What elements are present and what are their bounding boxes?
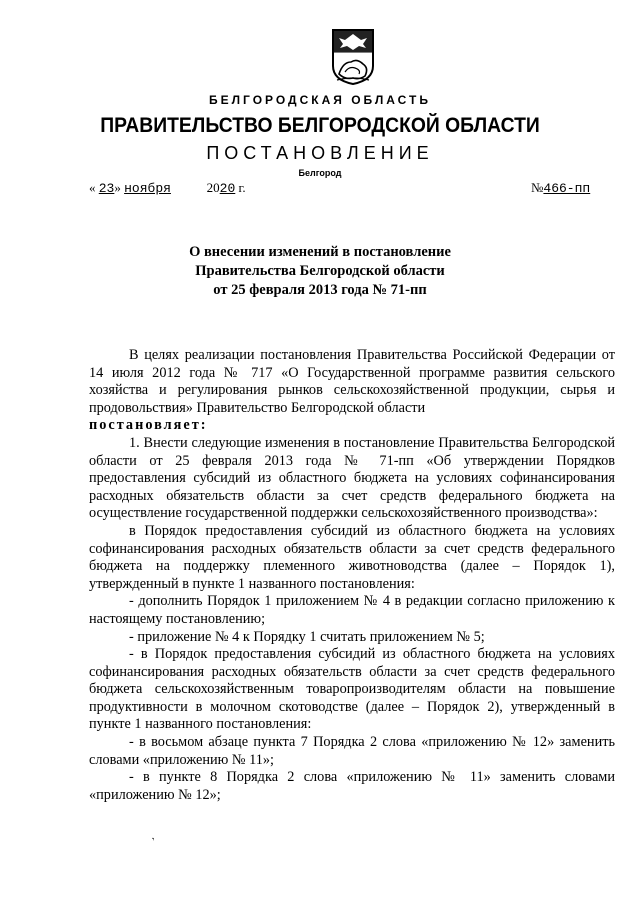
body-paragraph-1: В целях реализации постановления Правительства Российской Федерации от 14 июля 2012 года № 717 «О Государственной программе развития сельского хозяйства и регулирования рынков сельскохозяйственной продукции, сырья и продовольствия» Правительство Белгородской области bbox=[89, 347, 615, 416]
coat-of-arms-icon bbox=[331, 28, 375, 86]
decree-date bbox=[89, 180, 246, 196]
document-body bbox=[89, 347, 615, 804]
decree-number bbox=[531, 180, 590, 196]
body-paragraph-4: - дополнить Порядок 1 приложением № 4 в редакции согласно приложению к настоящему постановлению; bbox=[89, 593, 615, 627]
date-year-abbr: г. bbox=[238, 180, 246, 195]
document-type-heading: ПОСТАНОВЛЕНИЕ bbox=[206, 143, 434, 163]
date-year-prefix: 20 bbox=[206, 180, 220, 195]
body-paragraph-3: в Порядок предоставления субсидий из областного бюджета на условиях софинансирования расходных обязательств области за счет средств федерального бюджета на поддержку племенного животноводства (далее – Порядок 1), утвержденный в пункте 1 названного постановления: bbox=[89, 522, 615, 592]
government-heading: ПРАВИТЕЛЬСТВО БЕЛГОРОДСКОЙ ОБЛАСТИ bbox=[100, 114, 540, 137]
stray-pen-mark: ʼ bbox=[150, 835, 159, 848]
date-day: 23 bbox=[98, 181, 115, 196]
resolves-label: постановляет: bbox=[89, 417, 208, 434]
body-paragraph-8: - в пункте 8 Порядка 2 слова «приложению № 11» заменить словами «приложению № 12»; bbox=[89, 769, 615, 803]
city-label: Белгород bbox=[298, 168, 342, 178]
date-close-quote: » bbox=[114, 180, 121, 195]
number-value: 466-пп bbox=[543, 181, 591, 196]
date-year-suffix: 20 bbox=[219, 181, 236, 196]
date-month: ноября bbox=[124, 181, 171, 196]
document-title bbox=[0, 243, 640, 300]
body-paragraph-7: - в восьмом абзаце пункта 7 Порядка 2 слова «приложению № 12» заменить словами «приложению № 11»; bbox=[89, 734, 615, 768]
region-heading: БЕЛГОРОДСКАЯ ОБЛАСТЬ bbox=[209, 93, 431, 107]
number-prefix: № bbox=[531, 180, 544, 195]
body-paragraph-5: - приложение № 4 к Порядку 1 считать приложением № 5; bbox=[129, 628, 485, 645]
date-open-quote: « bbox=[89, 180, 96, 195]
body-paragraph-2: 1. Внести следующие изменения в постановление Правительства Белгородской области от 25 февраля 2013 года № 71-пп «Об утверждении Порядков предоставления субсидий из областного бюджета на условиях софинансирования расходных обязательств области за счет средств федерального бюджета на осуществление государственной поддержки сельскохозяйственного производства»: bbox=[89, 434, 615, 522]
body-paragraph-6: - в Порядок предоставления субсидий из областного бюджета на условиях софинансирования расходных обязательств области за счет средств федерального бюджета сельскохозяйственным товаропроизводителям области на повышение продуктивности в молочном скотоводстве (далее – Порядок 2), утвержденный в пункте 1 названного постановления: bbox=[89, 646, 615, 733]
title-line-3: от 25 февраля 2013 года № 71-пп bbox=[213, 282, 427, 298]
title-line-1: О внесении изменений в постановление bbox=[189, 244, 451, 260]
resolves-word bbox=[89, 417, 615, 435]
title-line-2: Правительства Белгородской области bbox=[195, 263, 445, 279]
